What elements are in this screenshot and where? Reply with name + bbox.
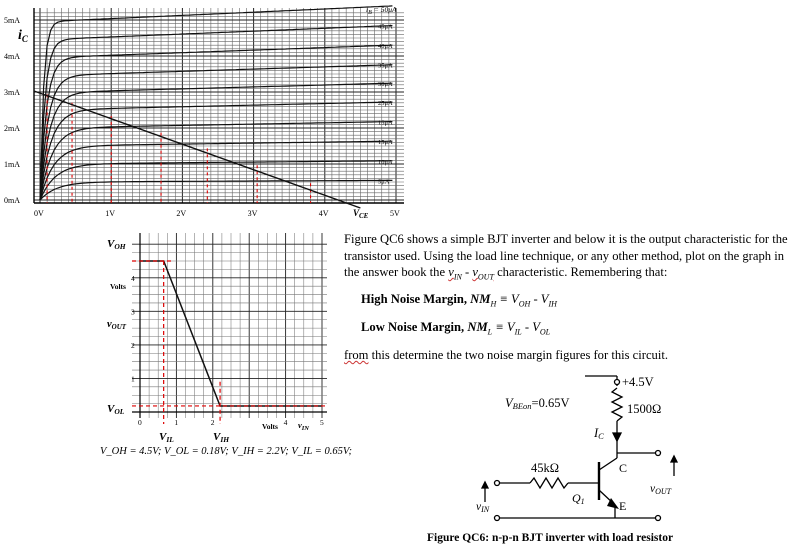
high-noise-margin-formula: High Noise Margin, $NM_H \equiv V_{OH} - V_{IH}$: [361, 292, 557, 309]
chart1-x-tick-label: 5V: [390, 209, 400, 218]
rb-label: 45kΩ: [531, 461, 560, 475]
vout-symbol: $v_{OUT}$: [472, 265, 494, 282]
chart1-x-tick-label: 3V: [247, 209, 258, 218]
chart2-x-tick-label: 0: [138, 418, 142, 427]
chart1-plot-area: [34, 0, 404, 203]
chart1-x-tick-label: 1V: [105, 209, 115, 218]
chart2-x-axis-label: $v_{IN}$: [298, 420, 310, 432]
ic-label: IC: [594, 426, 604, 441]
vout-label: vOUT: [650, 483, 672, 496]
chart2-vih-label: VIH: [213, 431, 230, 444]
vout-arrow-icon: [671, 456, 677, 462]
chart2-x-tick-label: 1: [174, 418, 179, 427]
vout-terminal-top: [656, 451, 661, 456]
chart2-y-tick-label: 4: [131, 273, 135, 283]
rc-resistor-symbol: [612, 388, 622, 421]
vin-label: vIN: [476, 501, 490, 514]
chart2-y-tick-label: 1: [131, 374, 135, 384]
chart1-y-axis-label: $i_C$: [18, 28, 28, 44]
chart1-x-tick-label: 2V: [176, 209, 187, 218]
chart1-y-tick-label: 5mA: [4, 16, 20, 25]
chart1-x-axis-label: $V_{CE}$: [353, 208, 369, 220]
chart2-x-tick-label: 2: [210, 418, 215, 427]
vbe-label: VBEon=0.65V: [505, 396, 570, 411]
circuit-labels: [427, 375, 673, 544]
vin-symbol: $v_{IN}$: [448, 265, 462, 282]
chart1-curve-label: 15μA: [378, 119, 393, 127]
chart2-y-axis-label: vOUT: [107, 319, 127, 331]
chart2-x-tick-label: 4: [283, 418, 288, 427]
chart1-curve-label: 15μA: [378, 139, 393, 147]
vin-terminal-bottom: [495, 516, 500, 521]
question-paragraph: Figure QC6 shows a simple BJT inverter and below it is the output characteristic for the transistor used. Using the load line technique, or any other method, plot on the graph in the answer book the $v_{IN} - v_{OUT}$ characteristic. Remembering that:: [344, 232, 788, 282]
output-characteristic-chart: [4, 0, 404, 220]
vin-terminal-top: [495, 481, 500, 486]
vcc-label: +4.5V: [622, 375, 654, 389]
low-noise-margin-formula: Low Noise Margin, $NM_L \equiv V_{IL} - V_{OL}$: [361, 320, 551, 337]
chart1-y-tick-label: 3mA: [4, 88, 20, 97]
chart1-y-tick-label: 0mA: [4, 196, 20, 205]
chart1-curve-label: 25μA: [378, 99, 393, 107]
chart2-volts-x-label: Volts: [262, 422, 278, 431]
collector-lead: [599, 458, 617, 470]
vin-arrow-icon: [482, 482, 488, 488]
chart2-caption: V_OH = 4.5V; V_OL = 0.18V; V_IH = 2.2V; V_IL = 0.65V;: [100, 446, 353, 457]
emitter-label: E: [619, 499, 627, 513]
chart1-curve-label: 40μA: [378, 43, 393, 51]
vout-terminal-bottom: [656, 516, 661, 521]
chart2-x-tick-labels: [138, 418, 324, 427]
chart1-curve-label: 45μA: [378, 23, 393, 31]
chart1-curve-label: 35μA: [378, 62, 393, 70]
rc-label: 1500Ω: [627, 402, 662, 416]
chart1-x-tick-label: 4V: [318, 209, 329, 218]
chart1-y-tick-label: 1mA: [4, 160, 20, 169]
chart2-vil-label: VIL: [159, 431, 174, 444]
chart1-y-tick-labels: [4, 16, 20, 205]
chart1-series-labels: [378, 24, 393, 186]
conclusion-text: from this determine the two noise margin figures for this circuit.: [344, 348, 668, 362]
ic-arrow-icon: [613, 433, 621, 441]
chart1-ib-label: $i_B = 50\mu A$: [366, 5, 397, 16]
chart1-curve-label: 5μA: [378, 178, 390, 186]
chart2-voh-label: VOH: [107, 238, 126, 251]
chart2-volts-y-label: Volts: [110, 282, 126, 291]
chart1-x-tick-labels: [34, 209, 400, 218]
chart2-x-tick-label: 5: [320, 418, 324, 427]
chart1-curve-label: 30μA: [378, 81, 393, 89]
rb-resistor-symbol: [530, 478, 568, 488]
chart2-y-tick-labels: [131, 274, 135, 384]
chart1-y-tick-label: 4mA: [4, 52, 20, 61]
chart1-x-tick-label: 0V: [34, 209, 44, 218]
circuit-caption: Figure QC6: n-p-n BJT inverter with load resistor: [427, 532, 674, 544]
chart1-y-tick-label: 2mA: [4, 124, 20, 133]
transfer-characteristic-chart: [100, 233, 352, 457]
chart1-curve-label: 10μA: [378, 158, 393, 166]
chart2-y-tick-label: 3: [131, 307, 135, 317]
chart2-y-tick-label: 2: [131, 340, 135, 350]
q1-label: Q1: [572, 491, 585, 506]
chart2-vol-label: VOL: [107, 403, 125, 416]
vcc-terminal: [615, 380, 620, 385]
chart2-level-markers: [132, 261, 327, 424]
collector-label: C: [619, 461, 628, 475]
